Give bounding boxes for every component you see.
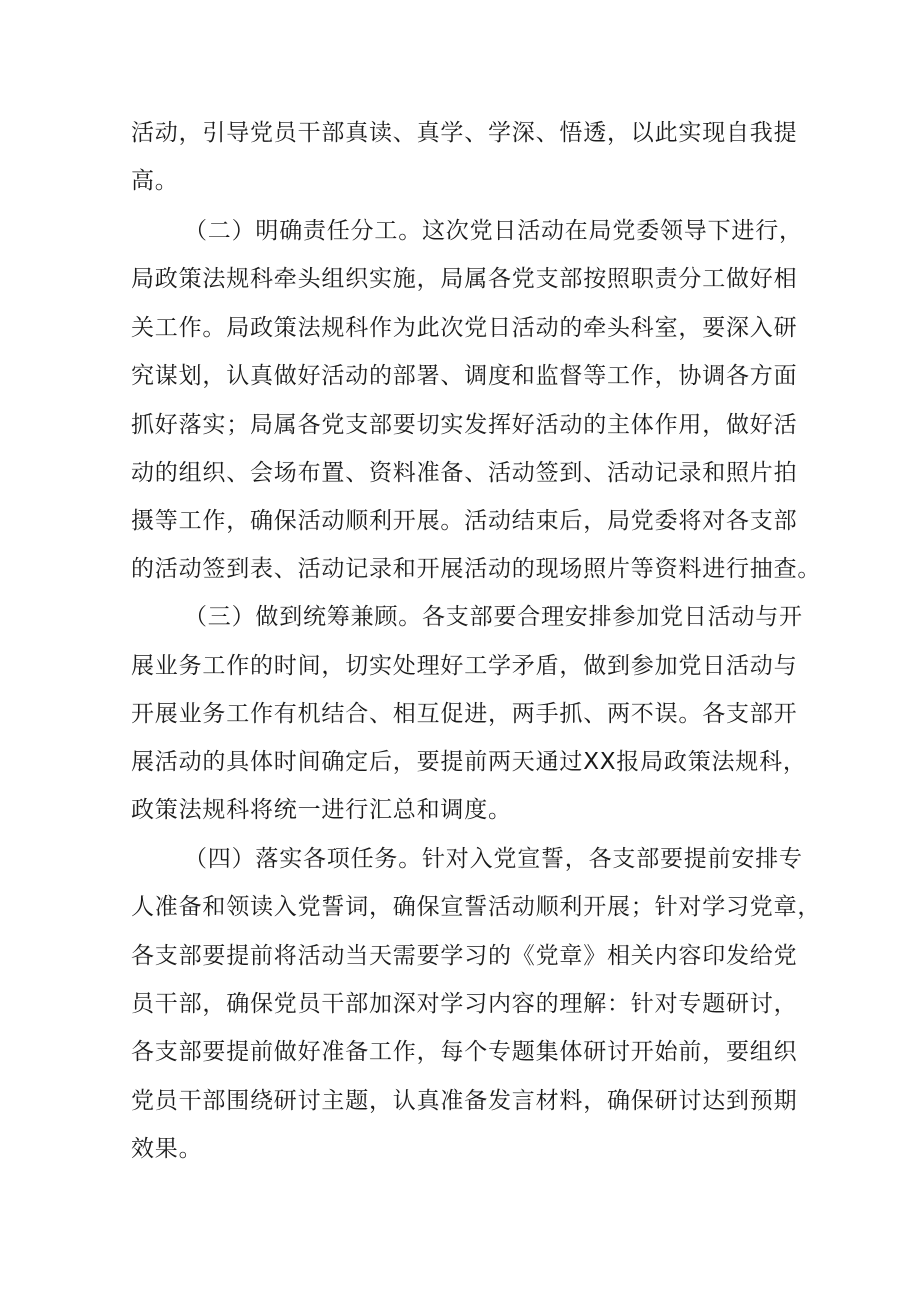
- text-line: 关工作。局政策法规科作为此次党日活动的牵头科室，要深入研: [131, 315, 798, 341]
- text-line: 抓好落实；局属各党支部要切实发挥好活动的主体作用，做好活: [131, 412, 798, 438]
- text-line: 员干部，确保党员干部加深对学习内容的理解：针对专题研讨，: [131, 991, 798, 1017]
- text-line: 究谋划，认真做好活动的部署、调度和监督等工作，协调各方面: [131, 363, 798, 389]
- text-line: 的活动签到表、活动记录和开展活动的现场照片等资料进行抽查。: [131, 556, 822, 582]
- text-line: 活动，引导党员干部真读、真学、学深、悟透，以此实现自我提: [131, 120, 798, 146]
- text-line: 党员干部围绕研讨主题，认真准备发言材料，确保研讨达到预期: [131, 1088, 798, 1114]
- paragraph-4-start: （四）落实各项任务。针对入党宣誓，各支部要提前安排专: [184, 846, 803, 872]
- paragraph-3-start: （三）做到统筹兼顾。各支部要合理安排参加党日活动与开: [184, 604, 803, 630]
- text-line: 各支部要提前做好准备工作，每个专题集体研讨开始前，要组织: [131, 1039, 798, 1065]
- text-line: 人准备和领读入党誓词，确保宣誓活动顺利开展；针对学习党章，: [131, 894, 822, 920]
- text-line: 效果。: [131, 1136, 203, 1162]
- text-line: 开展业务工作有机结合、相互促进，两手抓、两不误。各支部开: [131, 701, 798, 727]
- text-line: 各支部要提前将活动当天需要学习的《党章》相关内容印发给党: [131, 943, 798, 969]
- text-line: 动的组织、会场布置、资料准备、活动签到、活动记录和照片拍: [131, 460, 798, 486]
- text-line: 摄等工作，确保活动顺利开展。活动结束后，局党委将对各支部: [131, 508, 798, 534]
- text-line: 展活动的具体时间确定后，要提前两天通过XX报局政策法规科，: [131, 749, 807, 775]
- text-line: 高。: [131, 168, 179, 194]
- text-line: 局政策法规科牵头组织实施，局属各党支部按照职责分工做好相: [131, 266, 798, 292]
- paragraph-2-start: （二）明确责任分工。这次党日活动在局党委领导下进行，: [184, 218, 803, 244]
- text-line: 展业务工作的时间，切实处理好工学矛盾，做到参加党日活动与: [131, 653, 798, 679]
- text-line: 政策法规科将统一进行汇总和调度。: [131, 797, 512, 823]
